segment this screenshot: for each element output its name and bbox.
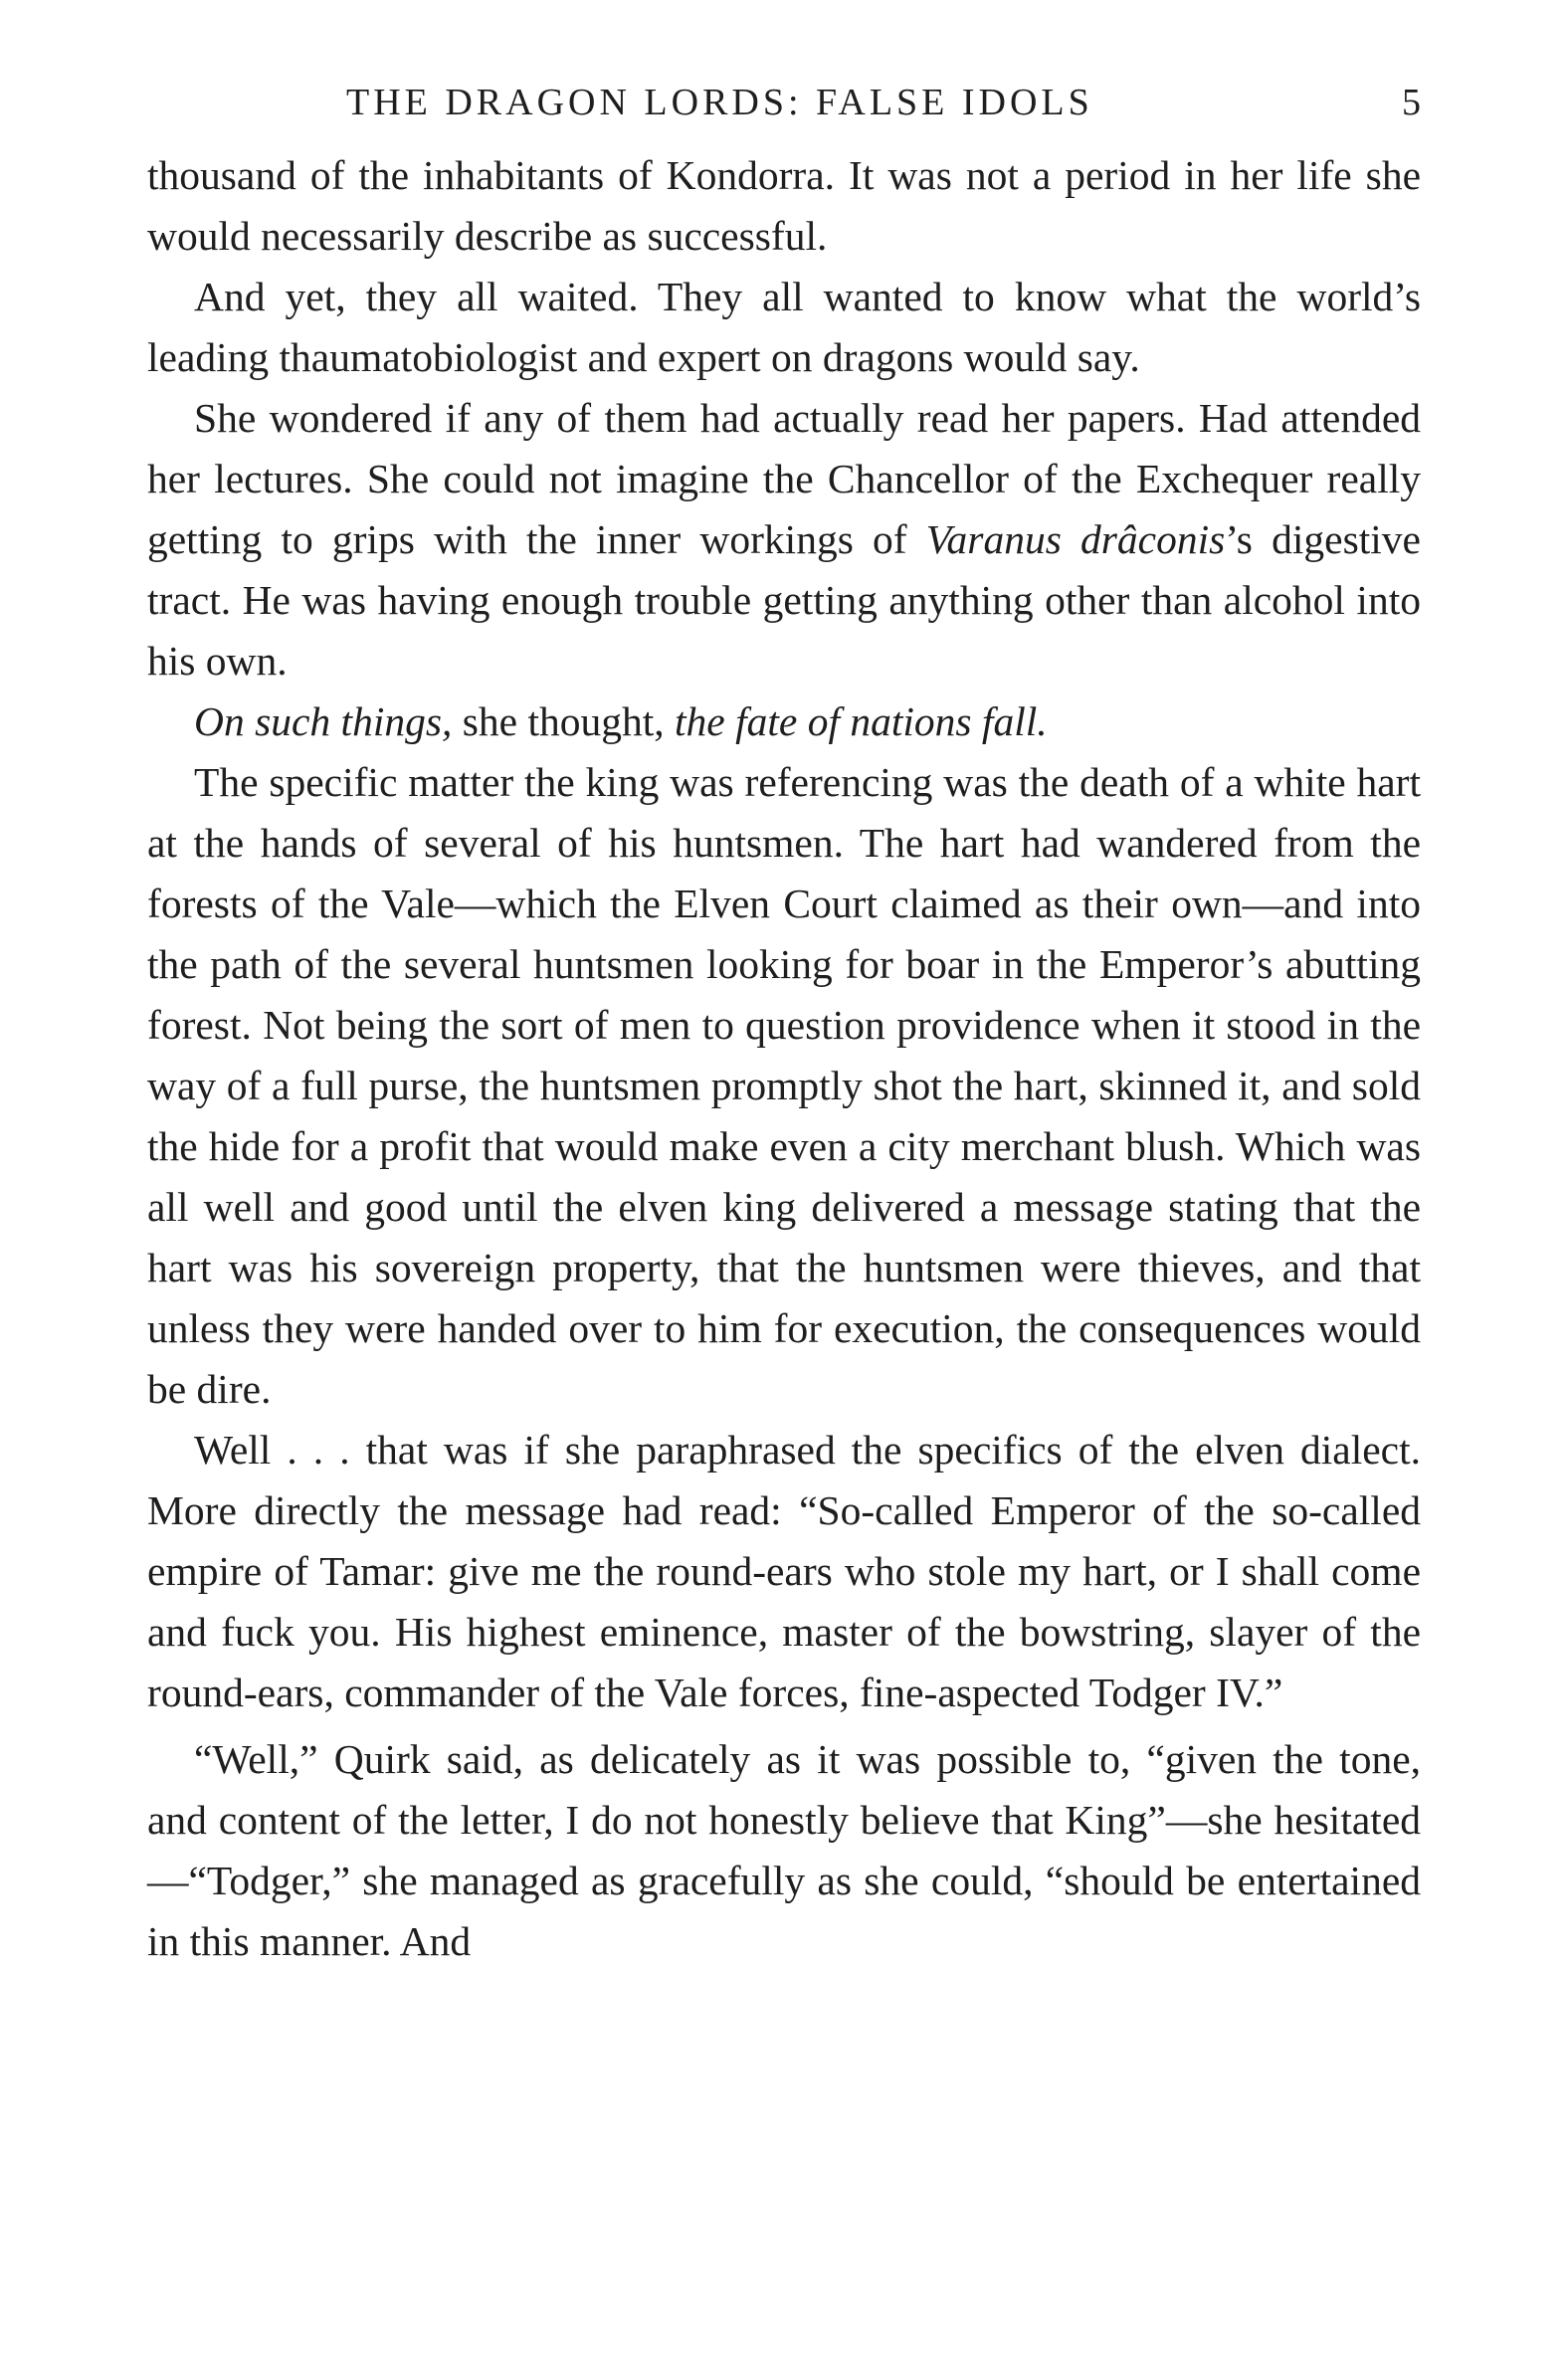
thought-italic-b: the fate of nations fall. <box>675 698 1048 744</box>
paragraph-3-text-a: She wondered if any of them had actually read her papers. Had attended her lectures. She could not imagine the Chancellor of the Exchequer really getting to grips with the inner workings of <box>147 395 1421 562</box>
species-name: Varanus drâconis <box>925 516 1226 562</box>
paragraph-4 <box>147 691 1421 752</box>
paragraph-1: thousand of the inhabitants of Kondorra. It was not a period in her life she would necessarily describe as successful. <box>147 152 1421 259</box>
thought-italic-a: On such things, <box>194 698 453 744</box>
body-text <box>147 145 1421 1972</box>
page-number: 5 <box>1402 82 1421 123</box>
paragraph-3 <box>147 388 1421 691</box>
running-head <box>147 78 1421 127</box>
paragraph-4-text: she thought, <box>452 698 676 744</box>
running-title: THE DRAGON LORDS: FALSE IDOLS <box>346 82 1093 123</box>
paragraph-7: “Well,” Quirk said, as delicately as it was possible to, “given the tone, and content of the letter, I do not honestly believe that King”—she hesitated—“Todger,” she managed as gracefully as she could, “should be entertained in this manner. And <box>147 1736 1421 1964</box>
paragraph-5: The specific matter the king was referencing was the death of a white hart at the hands of several of his huntsmen. The hart had wandered from the forests of the Vale—which the Elven Court claimed as their own—and into the path of the several huntsmen looking for boar in the Emperor’s abutting forest. Not being the sort of men to question providence when it stood in the way of a full purse, the huntsmen promptly shot the hart, skinned it, and sold the hide for a profit that would make even a city merchant blush. Which was all well and good until the elven king delivered a message stating that the hart was his sovereign property, that the huntsmen were thieves, and that unless they were handed over to him for execution, the consequences would be dire. <box>147 759 1421 1412</box>
paragraph-3-text-b: ’s digestive tract. He was having enough trouble getting anything other than alcohol into his own. <box>147 516 1421 684</box>
paragraph-2: And yet, they all waited. They all wanted to know what the world’s leading thaumatobiologist and expert on dragons would say. <box>147 274 1421 380</box>
paragraph-6: Well . . . that was if she paraphrased the specifics of the elven dialect. More directly the message had read: “So-called Emperor of the so-called empire of Tamar: give me the round-ears who stole my hart, or I shall come and fuck you. His highest eminence, master of the bowstring, slayer of the round-ears, commander of the Vale forces, fine-aspected Todger IV.” <box>147 1427 1421 1715</box>
